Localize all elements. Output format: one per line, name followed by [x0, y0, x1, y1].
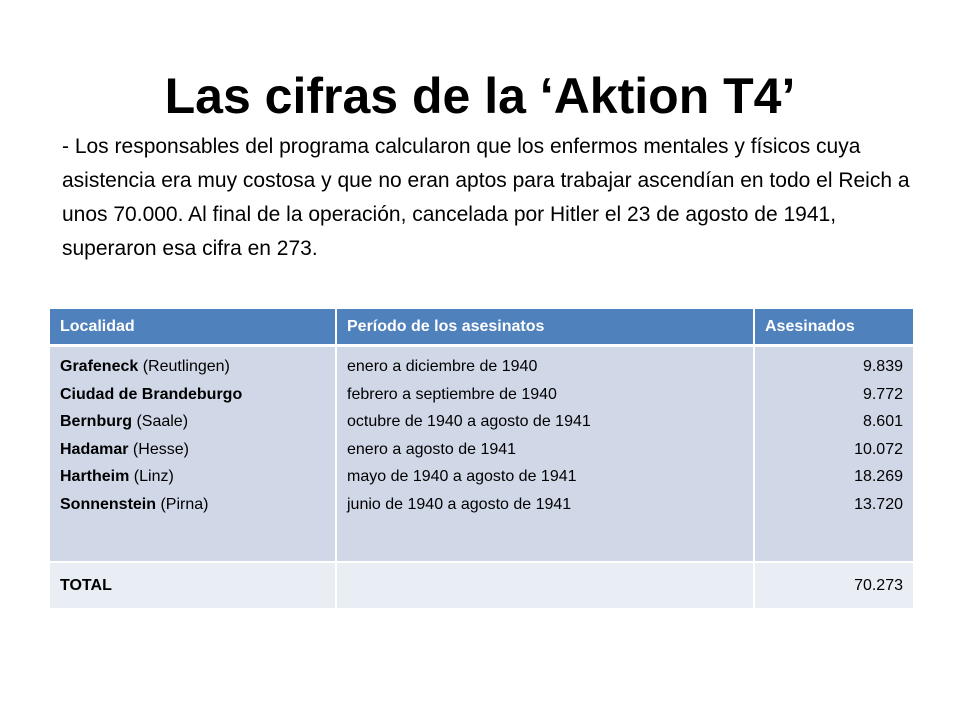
killed-cell — [754, 346, 914, 563]
locality-line — [60, 381, 325, 409]
period-line: octubre de 1940 a agosto de 1941 — [347, 413, 591, 430]
place-name: Hartheim — [60, 468, 130, 485]
killed-value: 9.772 — [862, 385, 903, 403]
place-area: (Pirna) — [156, 495, 209, 513]
killed-value: 10.072 — [854, 440, 903, 458]
locality-cell — [49, 346, 336, 563]
killed-value: 18.269 — [854, 468, 903, 485]
place-area: (Saale) — [132, 413, 189, 430]
killed-value: 9.839 — [862, 358, 903, 375]
place-name: Grafeneck — [60, 358, 139, 375]
total-period — [336, 562, 754, 608]
place-area: (Linz) — [129, 468, 174, 485]
killed-value: 13.720 — [854, 495, 903, 513]
table-header-row — [49, 309, 914, 346]
place-name: Sonnenstein — [60, 495, 157, 513]
place-name: Ciudad de Brandeburgo — [60, 385, 243, 403]
place-area: (Reutlingen) — [138, 358, 230, 375]
killings-table — [48, 309, 915, 608]
period-line: febrero a septiembre de 1940 — [347, 385, 557, 403]
period-cell — [336, 346, 754, 563]
slide-title: Las cifras de la ‘Aktion T4’ — [164, 68, 796, 124]
place-name: Bernburg — [60, 413, 132, 430]
locality-line — [60, 463, 325, 491]
header-killed: Asesinados — [754, 309, 914, 346]
period-line: mayo de 1940 a agosto de 1941 — [347, 468, 577, 485]
table-row — [49, 346, 914, 563]
period-line: enero a agosto de 1941 — [347, 440, 517, 458]
slide-paragraph: - Los responsables del programa calcularon que los enfermos mentales y físicos cuya asistencia era muy costosa y que no eran aptos para trabajar ascendían en todo el Reich a unos 70.000. Al final de la operación, cancelada por Hitler el 23 de agosto de 1941, superaron esa cifra en 273. — [62, 135, 910, 260]
locality-line — [60, 408, 325, 436]
killed-value: 8.601 — [862, 413, 903, 430]
place-name: Hadamar — [60, 440, 129, 458]
period-line: enero a diciembre de 1940 — [347, 358, 538, 375]
locality-line — [60, 353, 325, 381]
total-row — [49, 562, 914, 608]
locality-line — [60, 436, 325, 464]
place-area: (Hesse) — [128, 440, 189, 458]
period-line: junio de 1940 a agosto de 1941 — [347, 495, 572, 513]
header-locality: Localidad — [49, 309, 336, 346]
locality-line — [60, 491, 325, 519]
total-value: 70.273 — [754, 562, 914, 608]
header-period: Período de los asesinatos — [336, 309, 754, 346]
total-label: TOTAL — [49, 562, 336, 608]
